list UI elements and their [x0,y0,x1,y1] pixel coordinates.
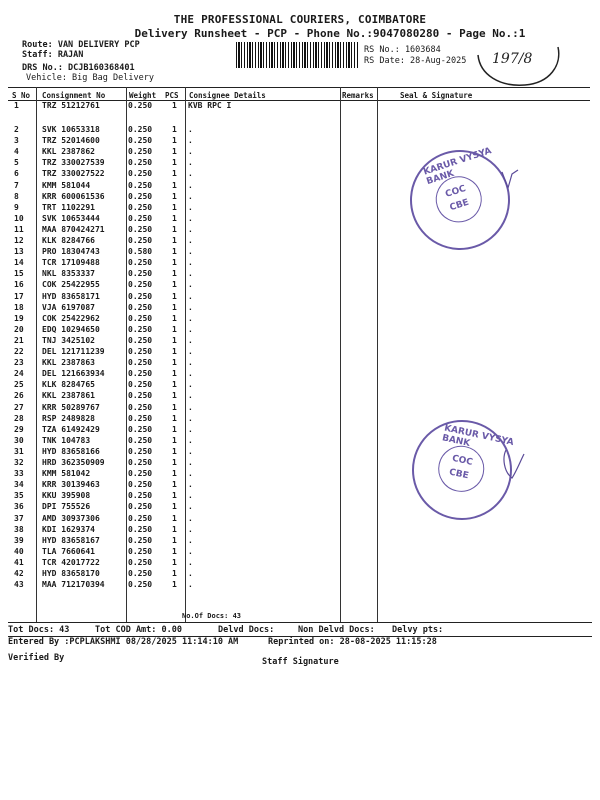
barcode [236,42,358,68]
row-pcs: 1 [172,413,177,423]
row-consignment-no: TRT 1102291 [42,202,95,212]
row-sno: 3 [14,136,19,146]
row-consignee: . [188,147,193,157]
row-consignment-no: TCR 42017722 [42,557,100,567]
row-consignment-no: SVK 10653318 [42,125,100,134]
row-consignment-no: SVK 10653444 [42,213,100,223]
row-weight: 0.250 [128,424,153,434]
handwritten-annotation [470,35,568,91]
row-pcs: 1 [172,424,177,434]
row-weight: 0.250 [128,480,153,490]
row-sno: 43 [14,580,24,590]
row-consignee: . [188,180,193,190]
row-consignee: . [188,402,193,412]
row-sno: 16 [14,280,24,290]
table-row [8,314,590,325]
table-row [8,292,590,303]
row-weight: 0.250 [128,369,153,379]
row-consignment-no: KLK 8284766 [42,236,95,245]
table-row [8,336,590,347]
row-consignment-no: VJA 6197087 [42,302,95,312]
verified-by: Verified By [8,653,65,663]
row-pcs: 1 [172,101,177,110]
table-row [8,358,590,369]
company-title: THE PROFESSIONAL COURIERS, COIMBATORE [173,13,427,26]
row-consignee: . [188,269,193,279]
row-pcs: 1 [172,524,177,534]
row-sno: 15 [14,269,24,279]
row-pcs: 1 [172,291,177,301]
row-sno: 40 [14,546,24,556]
row-consignee: . [188,213,193,223]
staff-label: Staff: RAJAN [22,50,84,60]
table-row [8,547,590,558]
col-header-pcs: PCS [165,91,179,100]
row-consignee: . [188,557,193,567]
row-weight: 0.250 [128,213,153,223]
col-header-seal: Seal & Signature [400,91,473,100]
table-row [8,347,590,358]
row-sno: 11 [14,224,24,234]
signature-mark [500,448,526,482]
non-delivered-docs: Non Delvd Docs: [298,625,375,635]
row-weight: 0.250 [128,324,153,334]
row-consignment-no: KRR 30139463 [42,480,100,490]
row-sno: 6 [14,169,19,179]
table-row [8,580,590,591]
row-consignee: . [188,535,193,545]
row-pcs: 1 [172,236,177,245]
row-pcs: 1 [172,435,177,445]
row-weight: 0.250 [128,313,153,323]
delivery-points: Delvy pts: [392,625,444,635]
row-sno: 27 [14,402,24,412]
row-sno: 35 [14,491,24,501]
row-consignment-no: TRZ 52014600 [42,136,100,146]
row-weight: 0.250 [128,125,153,134]
table-row [8,502,590,513]
row-sno: 31 [14,446,24,456]
table-row [8,325,590,336]
row-weight: 0.250 [128,469,153,479]
row-sno: 24 [14,369,24,379]
col-header-remarks: Remarks [342,91,374,100]
table-row [8,303,590,314]
row-consignee: . [188,158,193,168]
row-consignee: . [188,524,193,534]
row-consignee: . [188,347,193,356]
signature-mark [500,168,520,192]
row-consignee: . [188,169,193,179]
row-consignee: . [188,513,193,523]
row-consignee: . [188,446,193,456]
delivered-docs: Delvd Docs: [218,625,275,635]
row-consignment-no: RSP 2489828 [42,413,95,423]
row-pcs: 1 [172,269,177,279]
table-row [8,280,590,291]
row-weight: 0.250 [128,180,153,190]
row-pcs: 1 [172,180,177,190]
stamp-center-top: COC [444,183,468,200]
table-row [8,525,590,536]
row-weight: 0.250 [128,191,153,201]
row-sno: 1 [14,101,19,110]
row-consignment-no: KMM 581044 [42,180,91,190]
row-consignment-no: TZA 61492429 [42,424,100,434]
row-weight: 0.250 [128,402,153,412]
row-weight: 0.250 [128,535,153,545]
row-consignment-no: NKL 8353337 [42,269,95,279]
row-weight: 0.250 [128,202,153,212]
row-consignee: . [188,191,193,201]
table-row [8,391,590,402]
row-sno: 28 [14,413,24,423]
stamp-bank-name: KARUR VYSYA BANK [422,146,493,188]
table-row [8,514,590,525]
col-header-consignment: Consignment No [42,91,106,100]
row-consignee: . [188,569,193,578]
row-consignment-no: KKL 2387862 [42,147,95,157]
row-consignment-no: TRZ 330027522 [42,169,105,179]
row-pcs: 1 [172,546,177,556]
row-consignee: . [188,580,193,590]
row-sno: 36 [14,502,24,512]
row-weight: 0.250 [128,446,153,456]
row-weight: 0.250 [128,302,153,312]
row-sno: 23 [14,358,24,368]
row-weight: 0.250 [128,136,153,146]
row-weight: 0.250 [128,391,153,401]
row-weight: 0.250 [128,358,153,368]
row-weight: 0.250 [128,491,153,501]
row-pcs: 1 [172,380,177,390]
row-consignee: . [188,546,193,556]
table-row [8,536,590,547]
row-pcs: 1 [172,480,177,490]
row-sno: 32 [14,458,24,467]
row-weight: 0.250 [128,169,153,179]
row-pcs: 1 [172,458,177,467]
route-label: Route: VAN DELIVERY PCP [22,40,140,50]
row-consignment-no: HYD 83658170 [42,569,100,578]
row-sno: 21 [14,335,24,345]
table-row [8,147,590,158]
row-sno: 34 [14,480,24,490]
row-weight: 0.250 [128,258,153,268]
row-sno: 12 [14,236,24,245]
row-consignee: . [188,491,193,501]
handwritten-note: 197/8 [492,51,533,67]
row-consignment-no: HYD 83658167 [42,535,100,545]
row-weight: 0.250 [128,413,153,423]
table-row [8,225,590,236]
row-consignment-no: KMM 581042 [42,469,91,479]
row-weight: 0.250 [128,546,153,556]
row-pcs: 1 [172,491,177,501]
row-weight: 0.250 [128,347,153,356]
table-row [8,380,590,391]
row-pcs: 1 [172,347,177,356]
row-consignment-no: KDI 1629374 [42,524,95,534]
row-sno: 26 [14,391,24,401]
row-consignee: . [188,469,193,479]
table-row [8,403,590,414]
row-consignment-no: MAA 712170394 [42,580,105,590]
row-weight: 0.250 [128,569,153,578]
row-consignment-no: KKU 395908 [42,491,91,501]
row-weight: 0.250 [128,280,153,290]
stamp-center-bottom: CBE [448,197,471,214]
row-consignee: . [188,291,193,301]
row-pcs: 1 [172,147,177,157]
row-pcs: 1 [172,324,177,334]
row-pcs: 1 [172,313,177,323]
row-sno: 19 [14,313,24,323]
row-pcs: 1 [172,302,177,312]
row-weight: 0.250 [128,101,153,110]
row-consignee: KVB RPC I [188,101,232,110]
row-consignee: . [188,258,193,268]
table-row [8,269,590,280]
table-row [8,101,590,112]
row-consignee: . [188,391,193,401]
row-sno: 4 [14,147,19,157]
table-row [8,236,590,247]
table-row [8,569,590,580]
col-header-weight: Weight [129,91,157,100]
total-docs: Tot Docs: 43 [8,625,70,635]
stamp-bank-name: KARUR VYSYA BANK [441,423,515,449]
row-consignee: . [188,136,193,146]
row-pcs: 1 [172,125,177,134]
row-consignment-no: COK 25422955 [42,280,100,290]
row-pcs: 1 [172,369,177,379]
row-weight: 0.250 [128,502,153,512]
table-row [8,247,590,258]
row-consignment-no: HYD 83658166 [42,446,100,456]
row-consignee: . [188,125,193,134]
row-consignment-no: DEL 121663934 [42,369,105,379]
row-sno: 5 [14,158,19,168]
rs-date: RS Date: 28-Aug-2025 [364,56,467,66]
row-consignment-no: TCR 17109488 [42,258,100,268]
runsheet-subtitle: Delivery Runsheet - PCP - Phone No.:9047080280 - Page No.:1 [134,27,526,40]
col-header-consignee: Consignee Details [189,91,266,100]
row-weight: 0.250 [128,557,153,567]
row-sno: 10 [14,213,24,223]
row-pcs: 1 [172,358,177,368]
row-consignment-no: DEL 121711239 [42,347,105,356]
row-consignment-no: KRR 50289767 [42,402,100,412]
row-weight: 0.250 [128,435,153,445]
row-consignee: . [188,480,193,490]
row-consignee: . [188,335,193,345]
vehicle-label: Vehicle: Big Bag Delivery [26,73,154,83]
row-consignment-no: EDQ 10294650 [42,324,100,334]
row-pcs: 1 [172,335,177,345]
row-consignment-no: TLA 7660641 [42,546,95,556]
row-consignee: . [188,202,193,212]
row-pcs: 1 [172,580,177,590]
row-consignment-no: AMD 30937306 [42,513,100,523]
row-consignment-no: KLK 8284765 [42,380,95,390]
row-sno: 9 [14,202,19,212]
row-weight: 0.250 [128,291,153,301]
entered-by: Entered By :PCPLAKSHMI 08/28/2025 11:14:10 AM [8,637,239,647]
row-sno: 22 [14,347,24,356]
row-weight: 0.250 [128,147,153,157]
reprinted-on: Reprinted on: 28-08-2025 11:15:28 [268,637,437,647]
row-consignee: . [188,236,193,245]
row-pcs: 1 [172,247,177,257]
row-weight: 0.580 [128,247,153,257]
row-pcs: 1 [172,557,177,567]
row-pcs: 1 [172,158,177,168]
total-cod-amount: Tot COD Amt: 0.00 [95,625,182,635]
row-consignee: . [188,424,193,434]
row-sno: 39 [14,535,24,545]
row-consignee: . [188,413,193,423]
row-consignment-no: COK 25422962 [42,313,100,323]
row-pcs: 1 [172,513,177,523]
row-sno: 13 [14,247,24,257]
row-consignee: . [188,458,193,467]
row-pcs: 1 [172,569,177,578]
drs-number: DRS No.: DCJB160368401 [22,63,135,73]
row-weight: 0.250 [128,224,153,234]
row-weight: 0.250 [128,335,153,345]
row-sno: 14 [14,258,24,268]
row-consignee: . [188,324,193,334]
table-row [8,369,590,380]
row-pcs: 1 [172,191,177,201]
table-row [8,425,590,436]
no-of-docs: No.Of Docs: 43 [182,612,242,620]
row-weight: 0.250 [128,158,153,168]
rs-number: RS No.: 1603684 [364,45,441,55]
row-sno: 41 [14,557,24,567]
row-consignee: . [188,280,193,290]
stamp-center-top: COC [451,453,474,468]
row-pcs: 1 [172,280,177,290]
row-consignee: . [188,358,193,368]
row-pcs: 1 [172,169,177,179]
row-pcs: 1 [172,258,177,268]
row-sno: 30 [14,435,24,445]
row-consignee: . [188,380,193,390]
row-pcs: 1 [172,535,177,545]
row-consignment-no: TNK 104783 [42,435,91,445]
row-sno: 2 [14,125,19,134]
row-sno: 38 [14,524,24,534]
row-weight: 0.250 [128,380,153,390]
row-sno: 29 [14,424,24,434]
row-consignment-no: DPI 755526 [42,502,91,512]
row-consignee: . [188,247,193,257]
row-sno: 20 [14,324,24,334]
staff-signature: Staff Signature [262,657,339,667]
row-sno: 33 [14,469,24,479]
row-consignment-no: TNJ 3425102 [42,335,95,345]
row-consignment-no: KKL 2387863 [42,358,95,368]
row-weight: 0.250 [128,458,153,467]
col-header-sno: S No [12,91,31,100]
table-row [8,414,590,425]
row-sno: 7 [14,180,19,190]
row-weight: 0.250 [128,236,153,245]
row-weight: 0.250 [128,524,153,534]
table-row [8,136,590,147]
row-consignee: . [188,224,193,234]
row-pcs: 1 [172,402,177,412]
row-pcs: 1 [172,202,177,212]
stamp-center-bottom: CBE [448,467,470,482]
row-consignee: . [188,369,193,379]
table-row [8,558,590,569]
table-row [8,258,590,269]
row-weight: 0.250 [128,580,153,590]
table-row [8,125,590,136]
row-pcs: 1 [172,136,177,146]
row-pcs: 1 [172,213,177,223]
row-weight: 0.250 [128,513,153,523]
row-consignment-no: TRZ 51212761 [42,101,100,110]
row-pcs: 1 [172,446,177,456]
row-consignment-no: HYD 83658171 [42,291,100,301]
row-pcs: 1 [172,224,177,234]
row-consignee: . [188,313,193,323]
row-consignment-no: KKL 2387861 [42,391,95,401]
row-pcs: 1 [172,469,177,479]
row-consignment-no: TRZ 330027539 [42,158,105,168]
row-sno: 8 [14,191,19,201]
row-sno: 25 [14,380,24,390]
row-consignee: . [188,502,193,512]
row-pcs: 1 [172,391,177,401]
row-consignment-no: KRR 600061536 [42,191,105,201]
row-pcs: 1 [172,502,177,512]
row-consignee: . [188,435,193,445]
row-consignment-no: HRD 362350909 [42,458,105,467]
row-sno: 18 [14,302,24,312]
row-sno: 42 [14,569,24,578]
row-sno: 17 [14,291,24,301]
row-consignment-no: PRO 18304743 [42,247,100,257]
row-sno: 37 [14,513,24,523]
row-weight: 0.250 [128,269,153,279]
row-consignee: . [188,302,193,312]
row-consignment-no: MAA 870424271 [42,224,105,234]
